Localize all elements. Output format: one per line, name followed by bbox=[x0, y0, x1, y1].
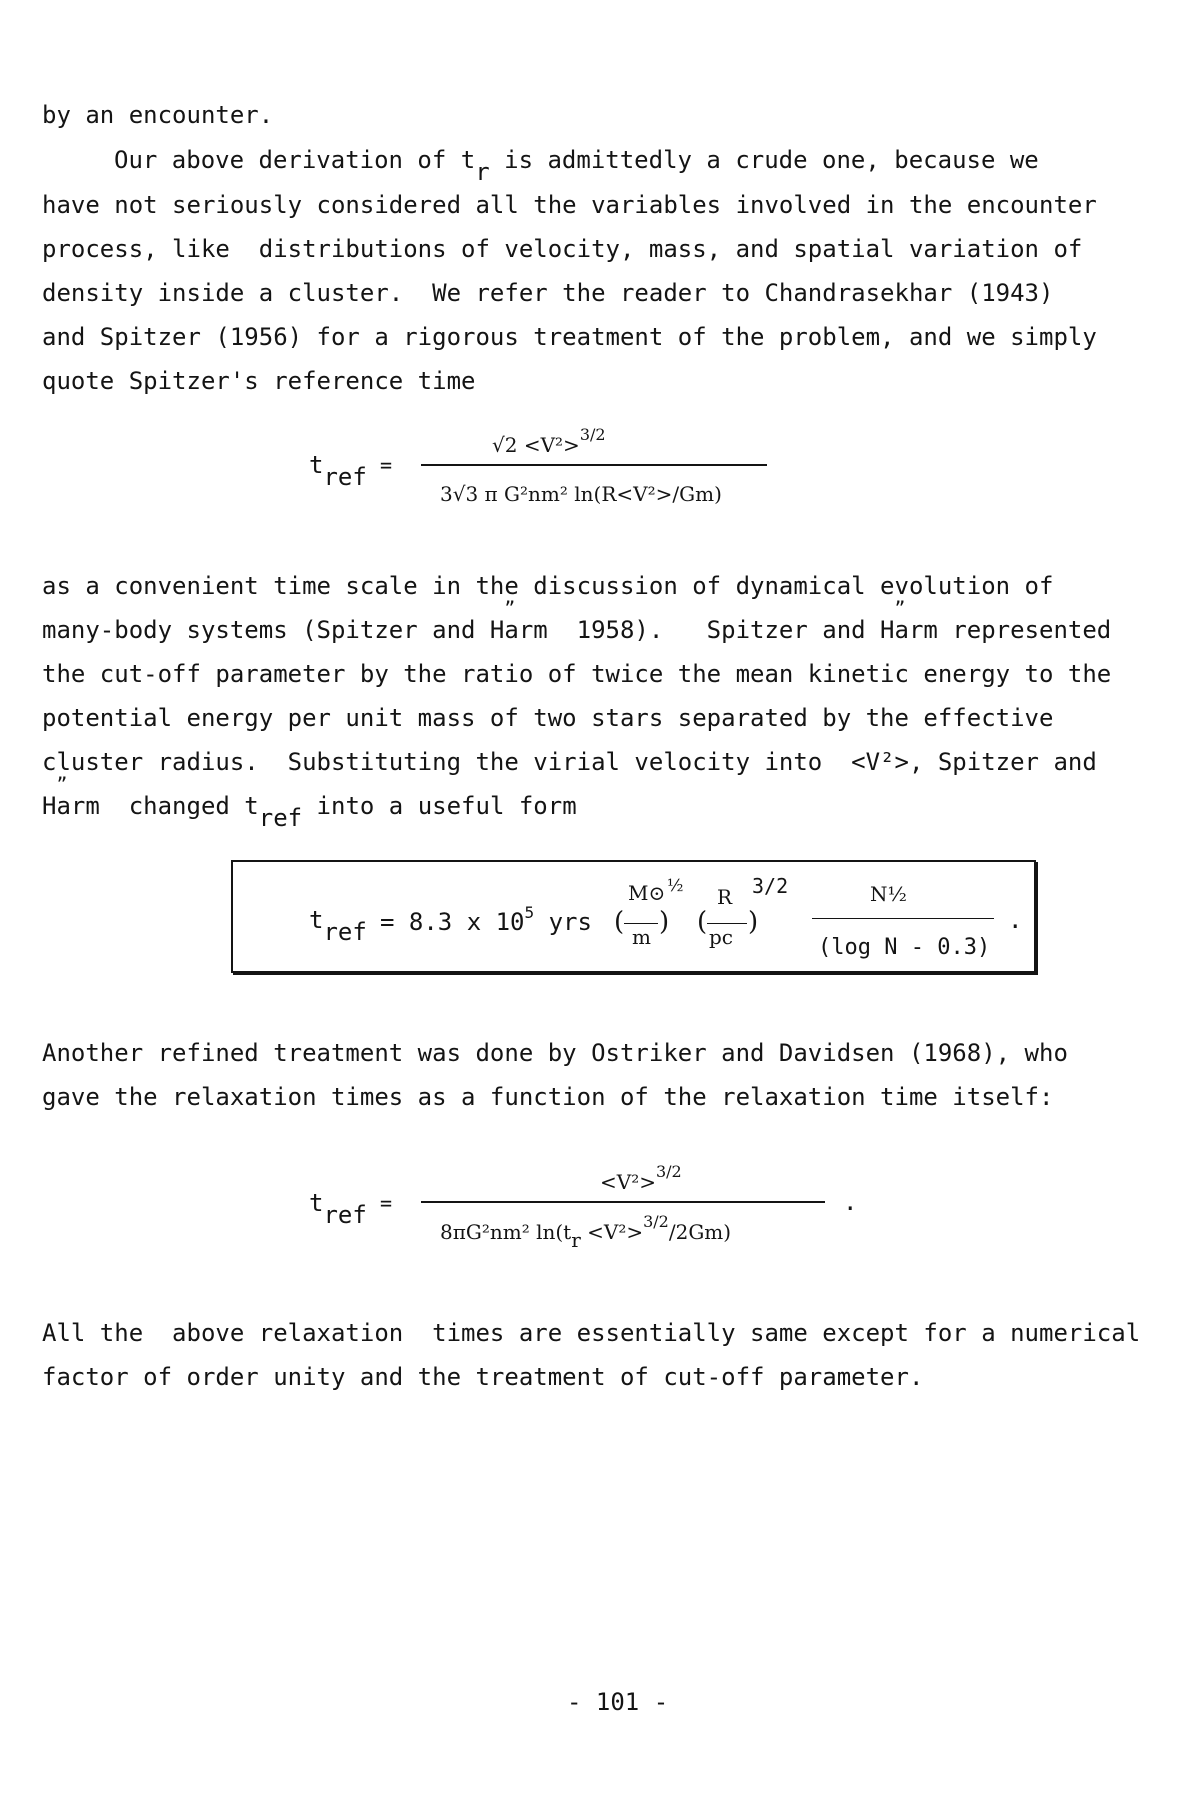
eq1-lhs bbox=[309, 451, 367, 491]
eq2-frac3-bar bbox=[812, 918, 994, 919]
text-segment: is admittedly a crude one, because we bbox=[489, 146, 1039, 174]
eq3-lhs bbox=[309, 1189, 367, 1229]
text-segment: into a useful form bbox=[302, 792, 577, 820]
page-number: - 101 - bbox=[567, 1688, 669, 1716]
text-line: have not seriously considered all the variables involved in the encounter bbox=[42, 191, 1097, 219]
text-line: All the above relaxation times are essentially same except for a numerical bbox=[42, 1319, 1141, 1347]
text-line: as a convenient time scale in the discussion of dynamical evolution of bbox=[42, 572, 1054, 600]
eq2-coefficient: = 8.3 x 10 bbox=[380, 908, 525, 936]
eq3-denominator bbox=[440, 1212, 732, 1252]
eq1-equals: = bbox=[380, 453, 393, 477]
subscript: ref bbox=[258, 804, 303, 832]
eq1-num-text: √2 <V²> bbox=[492, 433, 580, 457]
text-line bbox=[114, 146, 1039, 186]
text-line: potential energy per unit mass of two stars separated by the effective bbox=[42, 704, 1054, 732]
text-line: gave the relaxation times as a function of the relaxation time itself: bbox=[42, 1083, 1054, 1111]
text-line: cluster radius. Substituting the virial velocity into <V²>, Spitzer and bbox=[42, 748, 1097, 776]
eq3-t: t bbox=[309, 1189, 324, 1217]
eq2-paren-close: ) bbox=[659, 907, 670, 937]
eq2-frac2-den: pc bbox=[709, 925, 734, 949]
eq2-frac1-num: M⊙ bbox=[628, 881, 666, 905]
text-segment: Our above derivation of t bbox=[114, 146, 476, 174]
eq2-exp32: 3/2 bbox=[752, 874, 789, 898]
eq2-frac1-bar bbox=[624, 923, 658, 924]
eq2-rhs bbox=[380, 903, 592, 936]
text-line: process, like distributions of velocity, mass, and spatial variation of bbox=[42, 235, 1083, 263]
eq2-paren-close: ) bbox=[748, 907, 759, 937]
eq1-fraction-bar bbox=[421, 464, 767, 466]
text-segment: rm represented bbox=[908, 616, 1112, 644]
text-line: the cut-off parameter by the ratio of twice the mean kinetic energy to the bbox=[42, 660, 1112, 688]
text-line: by an encounter. bbox=[42, 101, 274, 129]
text-line bbox=[42, 618, 1111, 642]
eq3-equals: = bbox=[380, 1191, 393, 1215]
eq2-frac1-den: m bbox=[632, 925, 651, 949]
eq3-den-text: /2Gm) bbox=[668, 1220, 732, 1244]
eq2-frac2-num: R bbox=[717, 885, 733, 909]
eq3-den-text: 8πG²nm² ln(t bbox=[440, 1220, 572, 1244]
umlaut-a: ” a bbox=[895, 618, 909, 642]
eq3-den-subscript: r bbox=[571, 1228, 581, 1252]
umlaut-a: ” a bbox=[504, 618, 518, 642]
eq2-half-exponent: ½ bbox=[667, 876, 684, 896]
eq1-denominator: 3√3 π G²nm² ln(R<V²>/Gm) bbox=[440, 482, 722, 506]
eq1-num-exponent: 3/2 bbox=[579, 425, 606, 444]
eq2-lhs bbox=[309, 906, 367, 946]
eq2-unit: yrs bbox=[548, 908, 592, 936]
umlaut-a: ” a bbox=[56, 794, 70, 818]
eq2-frac2-bar bbox=[707, 923, 747, 924]
eq2-frac3-den: (log N - 0.3) bbox=[818, 935, 991, 960]
eq2-paren-open: ( bbox=[614, 907, 625, 937]
text-line: quote Spitzer's reference time bbox=[42, 367, 476, 395]
text-segment: rm changed t bbox=[70, 792, 259, 820]
text-segment: many-body systems (Spitzer and H bbox=[42, 616, 505, 644]
eq3-den-text: <V²> bbox=[580, 1220, 644, 1244]
eq3-den-exponent: 3/2 bbox=[643, 1212, 669, 1231]
eq3-period: . bbox=[843, 1188, 858, 1216]
text-line: and Spitzer (1956) for a rigorous treatment of the problem, and we simply bbox=[42, 323, 1097, 351]
eq3-num-exponent: 3/2 bbox=[655, 1162, 682, 1181]
text-line bbox=[42, 792, 577, 832]
eq2-subscript: ref bbox=[323, 918, 367, 946]
eq1-numerator bbox=[492, 425, 606, 457]
eq1-t: t bbox=[309, 451, 324, 479]
text-line: Another refined treatment was done by Ostriker and Davidsen (1968), who bbox=[42, 1039, 1068, 1067]
eq3-numerator bbox=[600, 1162, 682, 1194]
eq2-frac3-num: N½ bbox=[870, 882, 907, 906]
eq1-subscript: ref bbox=[323, 463, 367, 491]
text-segment: rm 1958). Spitzer and H bbox=[518, 616, 895, 644]
text-line: density inside a cluster. We refer the reader to Chandrasekhar (1943) bbox=[42, 279, 1054, 307]
eq3-fraction-bar bbox=[421, 1201, 825, 1203]
eq2-paren-open: ( bbox=[697, 907, 708, 937]
eq2-exponent: 5 bbox=[524, 903, 535, 922]
eq3-num-text: <V²> bbox=[600, 1170, 656, 1194]
eq2-period: . bbox=[1008, 906, 1023, 934]
eq3-subscript: ref bbox=[323, 1201, 367, 1229]
text-segment: H bbox=[42, 792, 57, 820]
text-line: factor of order unity and the treatment of cut-off parameter. bbox=[42, 1363, 924, 1391]
subscript: r bbox=[475, 158, 490, 186]
eq2-t: t bbox=[309, 906, 324, 934]
